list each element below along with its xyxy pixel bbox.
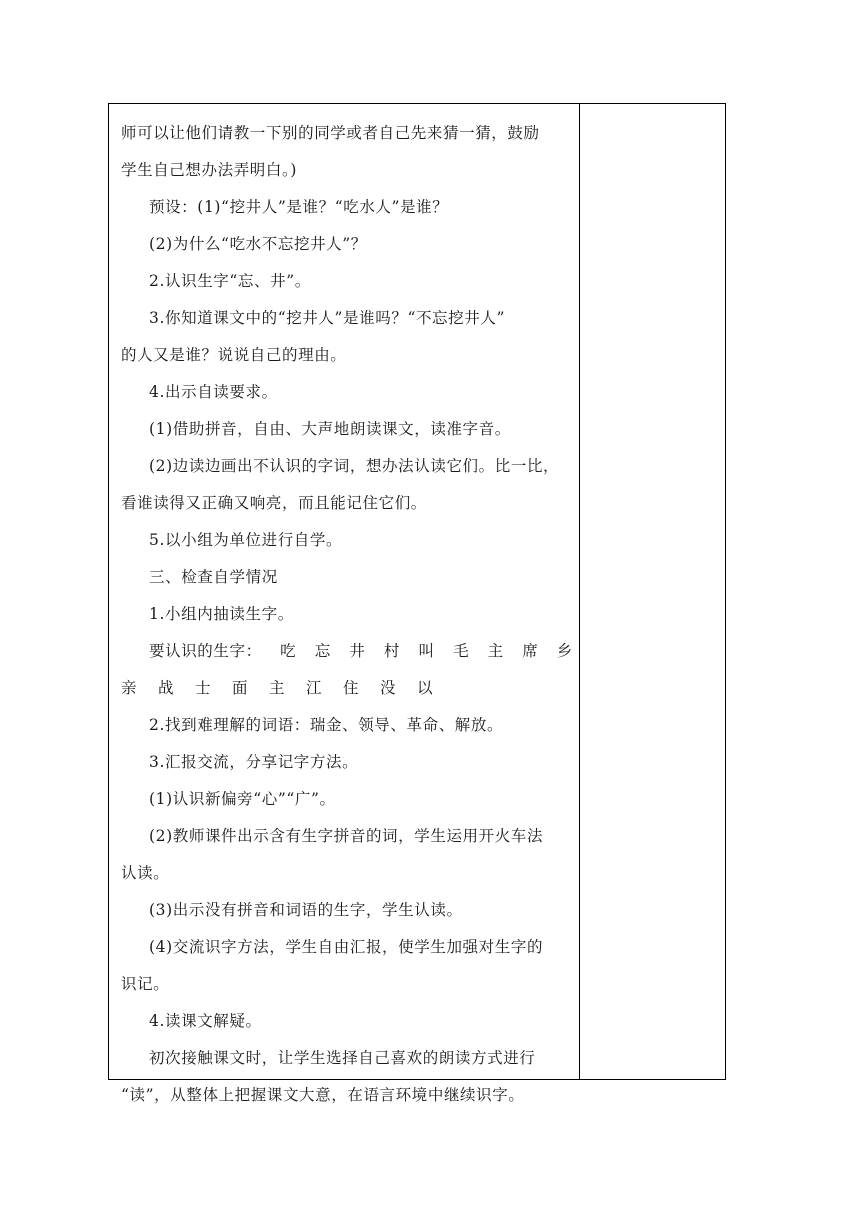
text-line: (1)认识新偏旁“心”“广”。: [149, 790, 336, 808]
text-line: 初次接触课文时，让学生选择自己喜欢的朗读方式进行: [149, 1049, 536, 1067]
character-item: 没: [380, 679, 397, 697]
text-line: 师可以让他们请教一下别的同学或者自己先来猜一猜，鼓励: [121, 124, 540, 142]
lesson-content-cell: [121, 115, 573, 1114]
text-line: (2)边读边画出不认识的字词，想办法认读它们。比一比，: [149, 457, 560, 475]
character-item: 乡: [556, 642, 573, 660]
chars-row-2: [121, 670, 573, 707]
text-line: “读”，从整体上把握课文大意，在语言环境中继续识字。: [121, 1086, 525, 1104]
character-item: 叫: [418, 642, 435, 660]
character-item: 毛: [453, 642, 470, 660]
text-line: (4)交流识字方法，学生自由汇报，使学生加强对生字的: [149, 938, 544, 956]
character-item: 亲: [121, 679, 138, 697]
text-line: 2.认识生字“忘、井”。: [149, 272, 311, 290]
text-line: (2)教师课件出示含有生字拼音的词，学生运用开火车法: [149, 827, 544, 845]
character-item: 住: [343, 679, 360, 697]
text-line: 4.读课文解疑。: [149, 1012, 262, 1030]
column-divider: [579, 104, 580, 1079]
character-item: 吃: [280, 642, 297, 660]
character-item: 战: [158, 679, 175, 697]
character-item: 忘: [314, 642, 331, 660]
lesson-table: [108, 103, 726, 1104]
text-line: 的人又是谁？说说自己的理由。: [121, 346, 347, 364]
text-line: 看谁读得又正确又响亮，而且能记住它们。: [121, 494, 427, 512]
text-line: 4.出示自读要求。: [149, 383, 278, 401]
character-item: 主: [269, 679, 286, 697]
text-line: (3)出示没有拼音和词语的生字，学生认读。: [149, 901, 463, 919]
text-line: 5.以小组为单位进行自学。: [149, 531, 343, 549]
text-line: 2.找到难理解的词语：瑞金、领导、革命、解放。: [149, 716, 504, 734]
character-item: 以: [417, 679, 434, 697]
character-item: 主: [487, 642, 504, 660]
text-line: (1)借助拼音，自由、大声地朗读课文，读准字音。: [149, 420, 511, 438]
chars-label: 要认识的生字：: [149, 642, 262, 660]
text-line: 3.汇报交流，分享记字方法。: [149, 753, 359, 771]
text-line: 3.你知道课文中的“挖井人”是谁吗？“不忘挖井人”: [149, 309, 505, 327]
text-line: 1.小组内抽读生字。: [149, 605, 294, 623]
text-line: 预设：(1)“挖井人”是谁？“吃水人”是谁？: [149, 198, 449, 216]
text-line: (2)为什么“吃水不忘挖井人”？: [149, 235, 367, 253]
text-line: 识记。: [121, 975, 170, 993]
text-line: 三、检查自学情况: [149, 568, 278, 586]
text-line: 认读。: [121, 864, 170, 882]
character-item: 井: [349, 642, 366, 660]
character-item: 面: [232, 679, 249, 697]
character-item: 江: [306, 679, 323, 697]
text-line: 学生自己想办法弄明白。): [121, 161, 297, 179]
character-item: 士: [195, 679, 212, 697]
chars-row-1: [121, 633, 573, 670]
character-item: 村: [383, 642, 401, 660]
character-item: 席: [522, 642, 539, 660]
